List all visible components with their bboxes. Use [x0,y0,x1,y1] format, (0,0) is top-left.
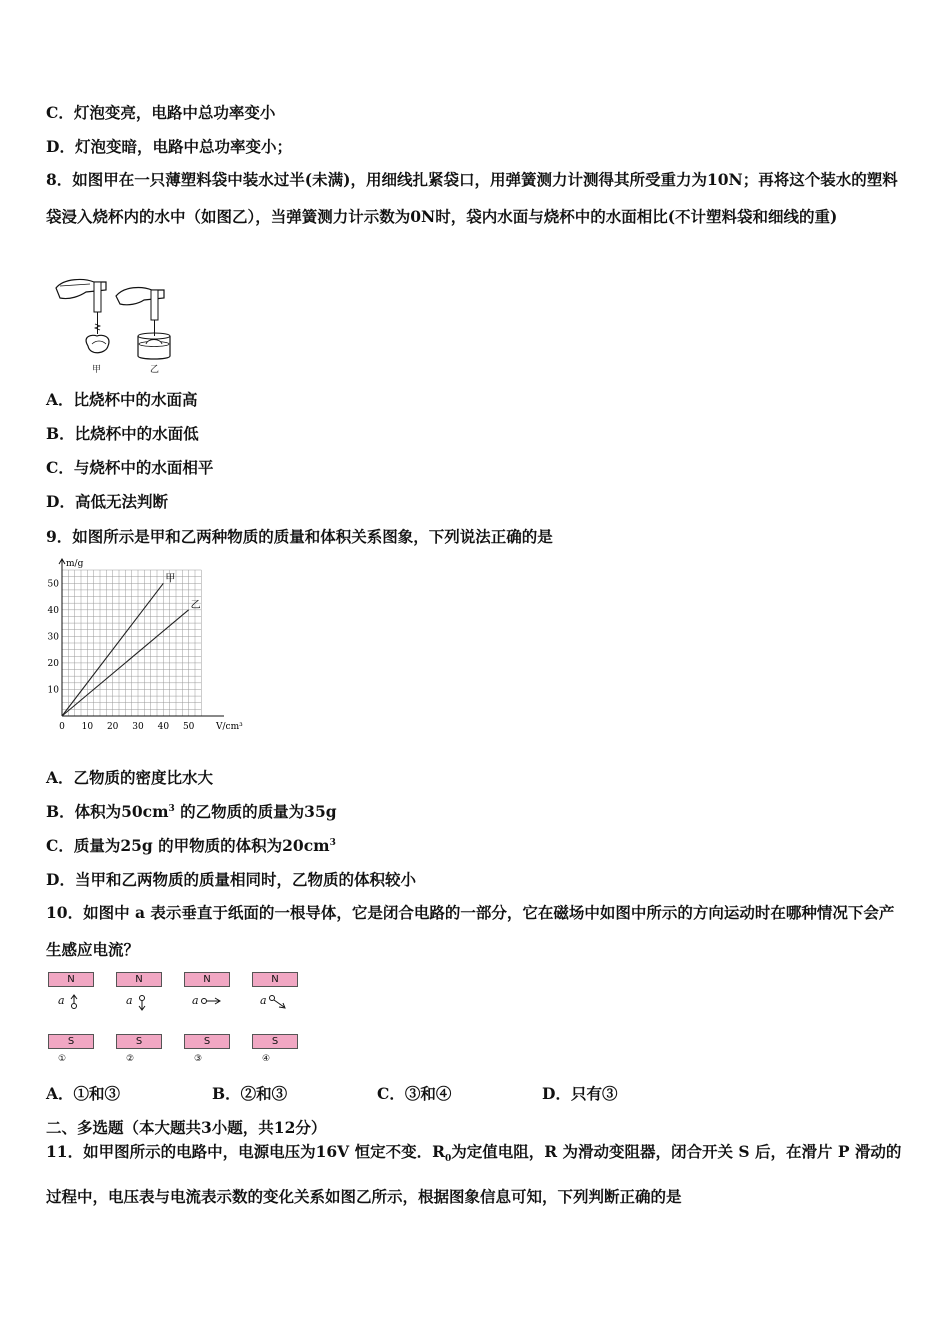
y-tick-label: 20 [47,658,59,669]
q8-question: 8．如图甲在一只薄塑料袋中装水过半(未满)，用细线扎紧袋口，用弹簧测力计测得其所受重力为10N；再将这个装水的塑料袋浸入烧杯内的水中（如图乙），当弹簧测力计示数为0N时，袋内水面与烧杯中的水面相比(不计塑料袋和细线的重) [46,170,898,226]
x-tick-label: 50 [182,722,195,732]
fig-label-jia: 甲 [92,365,102,375]
q9-chart [44,556,244,740]
y-tick-label: 40 [47,605,59,616]
q11-post: 为定值电阻，R 为滑动变阻器，闭合开关 S 后，在滑片 P 滑动的过程中，电压表与电流表示数的变化关系如图乙所示，根据图象信息可知，下列判断正确的是 [46,1142,902,1207]
y-axis-label: m/g [66,559,84,569]
panel-label-4: ④ [262,1054,271,1064]
q10-options [46,1082,906,1102]
magnet-s-4: S [252,1034,298,1049]
wire-label-3: a [192,994,199,1007]
y-tick-label: 50 [47,579,59,590]
q7-option-c: C．灯泡变亮，电路中总功率变小 [46,103,276,122]
x-tick-label: 30 [132,722,144,732]
magnet-s-2: S [116,1034,162,1049]
series-label-yi: 乙 [190,599,201,611]
q9-option-c-sup: 3 [329,837,336,848]
panel-label-3: ③ [194,1054,203,1064]
x-tick-label: 0 [59,722,65,732]
magnet-n-3: N [184,972,230,987]
q8-figure [50,274,180,378]
q10-option-b: B．②和③ [212,1084,288,1103]
q8-option-c: C．与烧杯中的水面相平 [46,458,214,477]
magnet-s-3: S [184,1034,230,1049]
y-tick-label: 10 [47,685,59,696]
q7-option-d: D．灯泡变暗，电路中总功率变小； [46,137,292,156]
q10-option-d: D．只有③ [542,1084,618,1103]
q11-question [46,1133,906,1215]
wire-label-1: a [58,994,65,1007]
series-label-jia: 甲 [165,573,176,585]
magnet-n-1: N [48,972,94,987]
arrow-down-icon [136,994,150,1012]
q9-option-c-pre: C．质量为25g 的甲物质的体积为20cm [46,836,330,855]
q11-pre: 11．如甲图所示的电路中，电源电压为16V 恒定不变．R [46,1142,445,1161]
section-heading: 二、多选题（本大题共3小题，共12分） [46,1118,327,1137]
q9-option-b-post: 的乙物质的质量为35g [174,802,337,821]
panel-label-2: ② [126,1054,135,1064]
q8-option-b: B．比烧杯中的水面低 [46,424,199,443]
q8-option-a: A．比烧杯中的水面高 [46,390,198,409]
q10-figure [48,972,308,1066]
wire-label-2: a [126,994,133,1007]
q11-sub: 0 [444,1154,452,1165]
q9-option-a: A．乙物质的密度比水大 [46,768,214,787]
arrow-right-icon [200,996,222,1006]
panel-label-1: ① [58,1054,67,1064]
x-tick-label: 10 [81,722,94,732]
spring-scale-illustration [50,274,180,378]
q8-option-d: D．高低无法判断 [46,492,168,511]
x-tick-label: 40 [157,722,170,732]
q9-question: 9．如图所示是甲和乙两种物质的质量和体积关系图象，下列说法正确的是 [46,527,553,546]
q9-option-b-sup: 3 [168,803,175,814]
magnet-s-1: S [48,1034,94,1049]
arrow-diagonal-icon [268,994,288,1010]
magnet-n-2: N [116,972,162,987]
mass-volume-chart [44,556,244,740]
arrow-up-icon [68,994,82,1010]
q9-option-c [46,834,336,856]
x-tick-label: 20 [106,722,119,732]
x-axis-label: V/cm³ [216,722,243,732]
y-tick-label: 30 [47,632,59,643]
q10-option-a: A．①和③ [46,1084,121,1103]
wire-label-4: a [260,994,267,1007]
q10-option-c: C．③和④ [377,1084,452,1103]
q9-option-b-pre: B．体积为50cm [46,802,169,821]
q9-option-d: D．当甲和乙两物质的质量相同时，乙物质的体积较小 [46,870,416,889]
fig-label-yi: 乙 [150,365,160,375]
q10-question: 10．如图中 a 表示垂直于纸面的一根导体，它是闭合电路的一部分，它在磁场中如图中所示的方向运动时在哪种情况下会产生感应电流？ [46,903,895,959]
q9-option-b [46,800,337,822]
magnet-n-4: N [252,972,298,987]
